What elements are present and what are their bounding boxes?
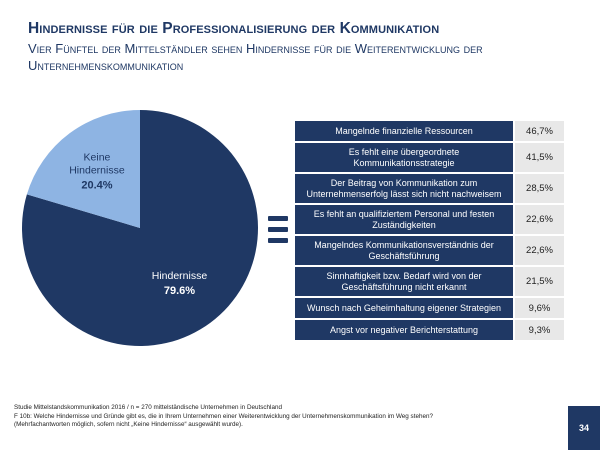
pie-value-hindernisse: 79.6% bbox=[163, 284, 196, 297]
table-row bbox=[295, 121, 564, 141]
row-value: 9,3% bbox=[515, 320, 564, 340]
footnote-line: F 10b: Welche Hindernisse und Gründe gibt es, die in Ihrem Unternehmen einer Weiterentwicklung der Unternehmenskommunikation im Weg stehen? bbox=[14, 412, 433, 420]
row-value: 22,6% bbox=[515, 236, 564, 265]
pie-value-keine-hindernisse: 20.4% bbox=[81, 179, 113, 192]
row-value: 46,7% bbox=[515, 121, 564, 141]
row-label: Mangelnde finanzielle Ressourcen bbox=[295, 121, 513, 141]
row-label: Angst vor negativer Berichterstattung bbox=[295, 320, 513, 340]
row-value: 22,6% bbox=[515, 205, 564, 234]
row-label: Wunsch nach Geheimhaltung eigener Strategien bbox=[295, 298, 513, 318]
row-value: 21,5% bbox=[515, 267, 564, 296]
table-row bbox=[295, 236, 564, 265]
row-label: Es fehlt eine übergeordnete Kommunikationsstrategie bbox=[295, 143, 513, 172]
row-value: 9,6% bbox=[515, 298, 564, 318]
table-row bbox=[295, 267, 564, 296]
table-row bbox=[295, 320, 564, 340]
page-number: 34 bbox=[568, 406, 600, 450]
footnote-line: (Mehrfachantworten möglich, sofern nicht „Keine Hindernisse“ ausgewählt wurde). bbox=[14, 421, 243, 428]
obstacles-table bbox=[295, 121, 564, 342]
pie-label-keine-line1: Keine bbox=[83, 151, 111, 164]
pie-chart bbox=[20, 108, 260, 348]
page-subtitle: Vier Fünftel der Mittelständler sehen Hindernisse für die Weiterentwicklung der Unternehmenskommunikation bbox=[28, 41, 483, 73]
row-value: 28,5% bbox=[515, 174, 564, 203]
table-row bbox=[295, 205, 564, 234]
row-label: Es fehlt an qualifiziertem Personal und festen Zuständigkeiten bbox=[295, 205, 513, 234]
pie-label-hindernisse: Hindernisse bbox=[151, 269, 208, 282]
table-row bbox=[295, 298, 564, 318]
row-label: Sinnhaftigkeit bzw. Bedarf wird von der Geschäftsführung nicht erkannt bbox=[295, 267, 513, 296]
pie-label-keine-line2: Hindernisse bbox=[69, 164, 125, 177]
equals-icon bbox=[268, 216, 288, 249]
table-row bbox=[295, 174, 564, 203]
table-row bbox=[295, 143, 564, 172]
footnote bbox=[14, 404, 554, 430]
row-value: 41,5% bbox=[515, 143, 564, 172]
row-label: Der Beitrag von Kommunikation zum Unternehmenserfolg lässt sich nicht nachweisem bbox=[295, 174, 513, 203]
row-label: Mangelndes Kommunikationsverständnis der Geschäftsführung bbox=[295, 236, 513, 265]
footnote-line: Studie Mittelstandskommunikation 2016 / n = 270 mittelständische Unternehmen in Deutschland bbox=[14, 404, 282, 411]
page-title: Hindernisse für die Professionalisierung der Kommunikation bbox=[28, 20, 440, 37]
